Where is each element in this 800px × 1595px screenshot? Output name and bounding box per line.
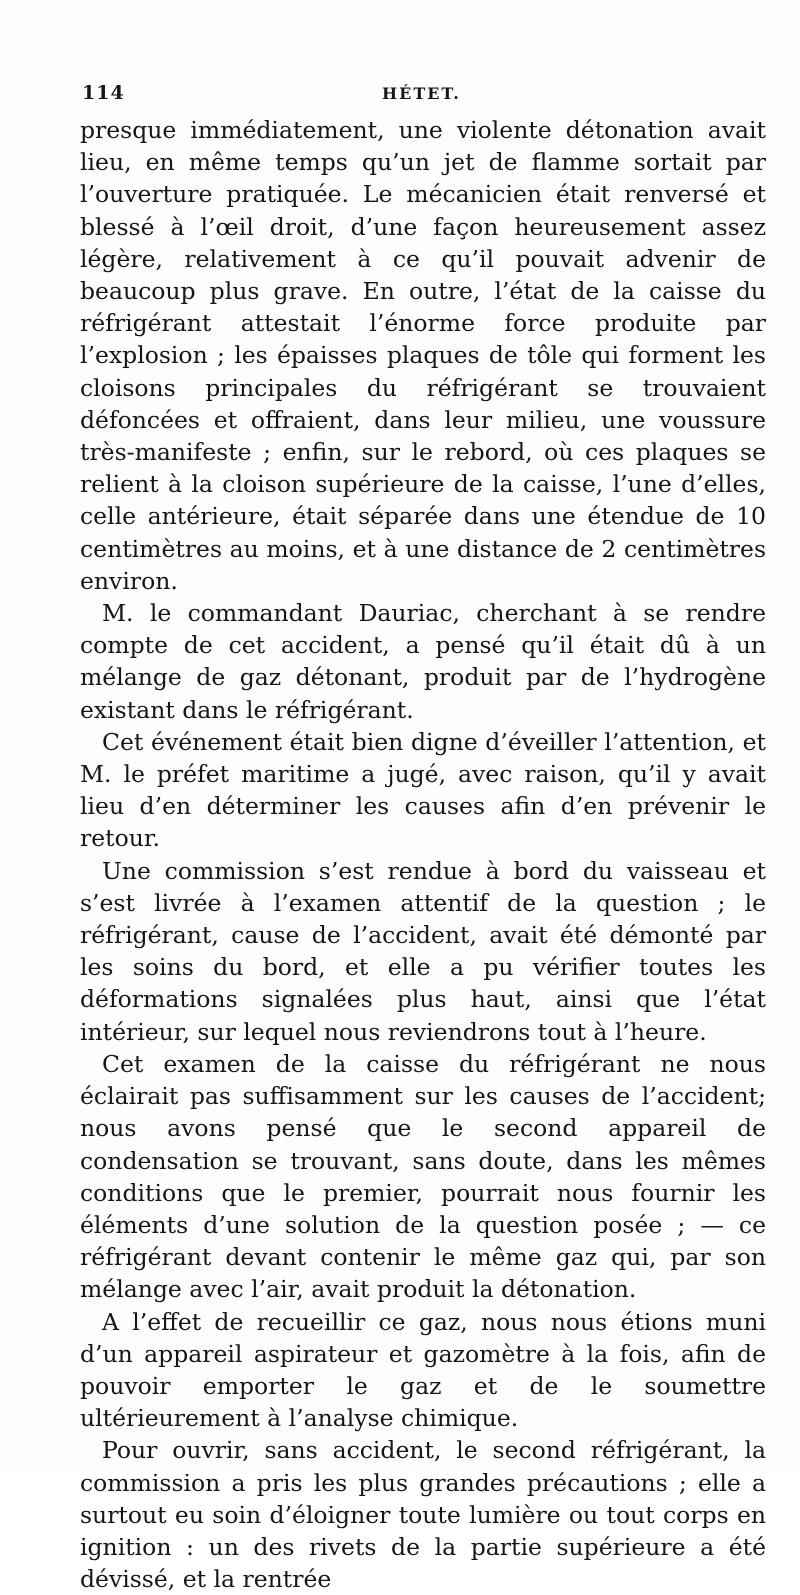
body-text bbox=[80, 114, 766, 1595]
paragraph-examen: Cet examen de la caisse du réfrigérant ne nous éclairait pas suffisamment sur les causes de l’accident; nous avons pensé que le second appareil de condensation se trouvant, sans doute, dans les mêmes conditions que le premier, pourrait nous fournir les éléments d’une solution de la question posée ; — ce réfrigérant devant contenir le même gaz qui, par son mélange avec l’air, avait produit la détonation. bbox=[80, 1049, 766, 1304]
paragraph-continuation: presque immédiatement, une violente détonation avait lieu, en même temps qu’un jet de flamme sortait par l’ouverture pratiquée. Le mécanicien était renversé et blessé à l’œil droit, d’une façon heureusement assez légère, relativement à ce qu’il pouvait advenir de beaucoup plus grave. En outre, l’état de la caisse du réfrigérant attestait l’énorme force produite par l’explosion ; les épaisses plaques de tôle qui forment les cloisons principales du réfrigérant se trouvaient défoncées et offraient, dans leur milieu, une voussure très-manifeste ; enfin, sur le rebord, où ces plaques se relient à la cloison supérieure de la caisse, l’une d’elles, celle antérieure, était séparée dans une étendue de 10 centimètres au moins, et à une distance de 2 centimètres environ. bbox=[80, 116, 766, 595]
paragraph-evenement: Cet événement était bien digne d’éveiller l’attention, et M. le préfet maritime a jugé, avec raison, qu’il y avait lieu d’en déterminer les causes afin d’en prévenir le retour. bbox=[80, 727, 766, 853]
paragraph-gaz: A l’effet de recueillir ce gaz, nous nous étions muni d’un appareil aspirateur et gazomètre à la fois, afin de pouvoir emporter le gaz et de le soumettre ultérieurement à l’analyse chimique. bbox=[80, 1307, 766, 1433]
page-number: 114 bbox=[82, 82, 125, 104]
paragraph-ouverture: Pour ouvrir, sans accident, le second réfrigérant, la commission a pris les plus grandes précautions ; elle a surtout eu soin d’éloigner toute lumière ou tout corps en ignition : un des rivets de la partie supérieure a été dévissé, et la rentrée bbox=[80, 1436, 766, 1594]
paragraph-commission: Une commission s’est rendue à bord du vaisseau et s’est livrée à l’examen attentif de la question ; le réfrigérant, cause de l’accident, avait été démonté par les soins du bord, et elle a pu vérifier toutes les déformations signalées plus haut, ainsi que l’état intérieur, sur lequel nous reviendrons tout à l’heure. bbox=[80, 856, 766, 1046]
running-title: HÉTET. bbox=[382, 84, 461, 103]
paragraph-dauriac: M. le commandant Dauriac, cherchant à se rendre compte de cet accident, a pensé qu’il était dû à un mélange de gaz détonant, produit par de l’hydrogène existant dans le réfrigérant. bbox=[80, 599, 766, 724]
running-head bbox=[82, 82, 750, 108]
